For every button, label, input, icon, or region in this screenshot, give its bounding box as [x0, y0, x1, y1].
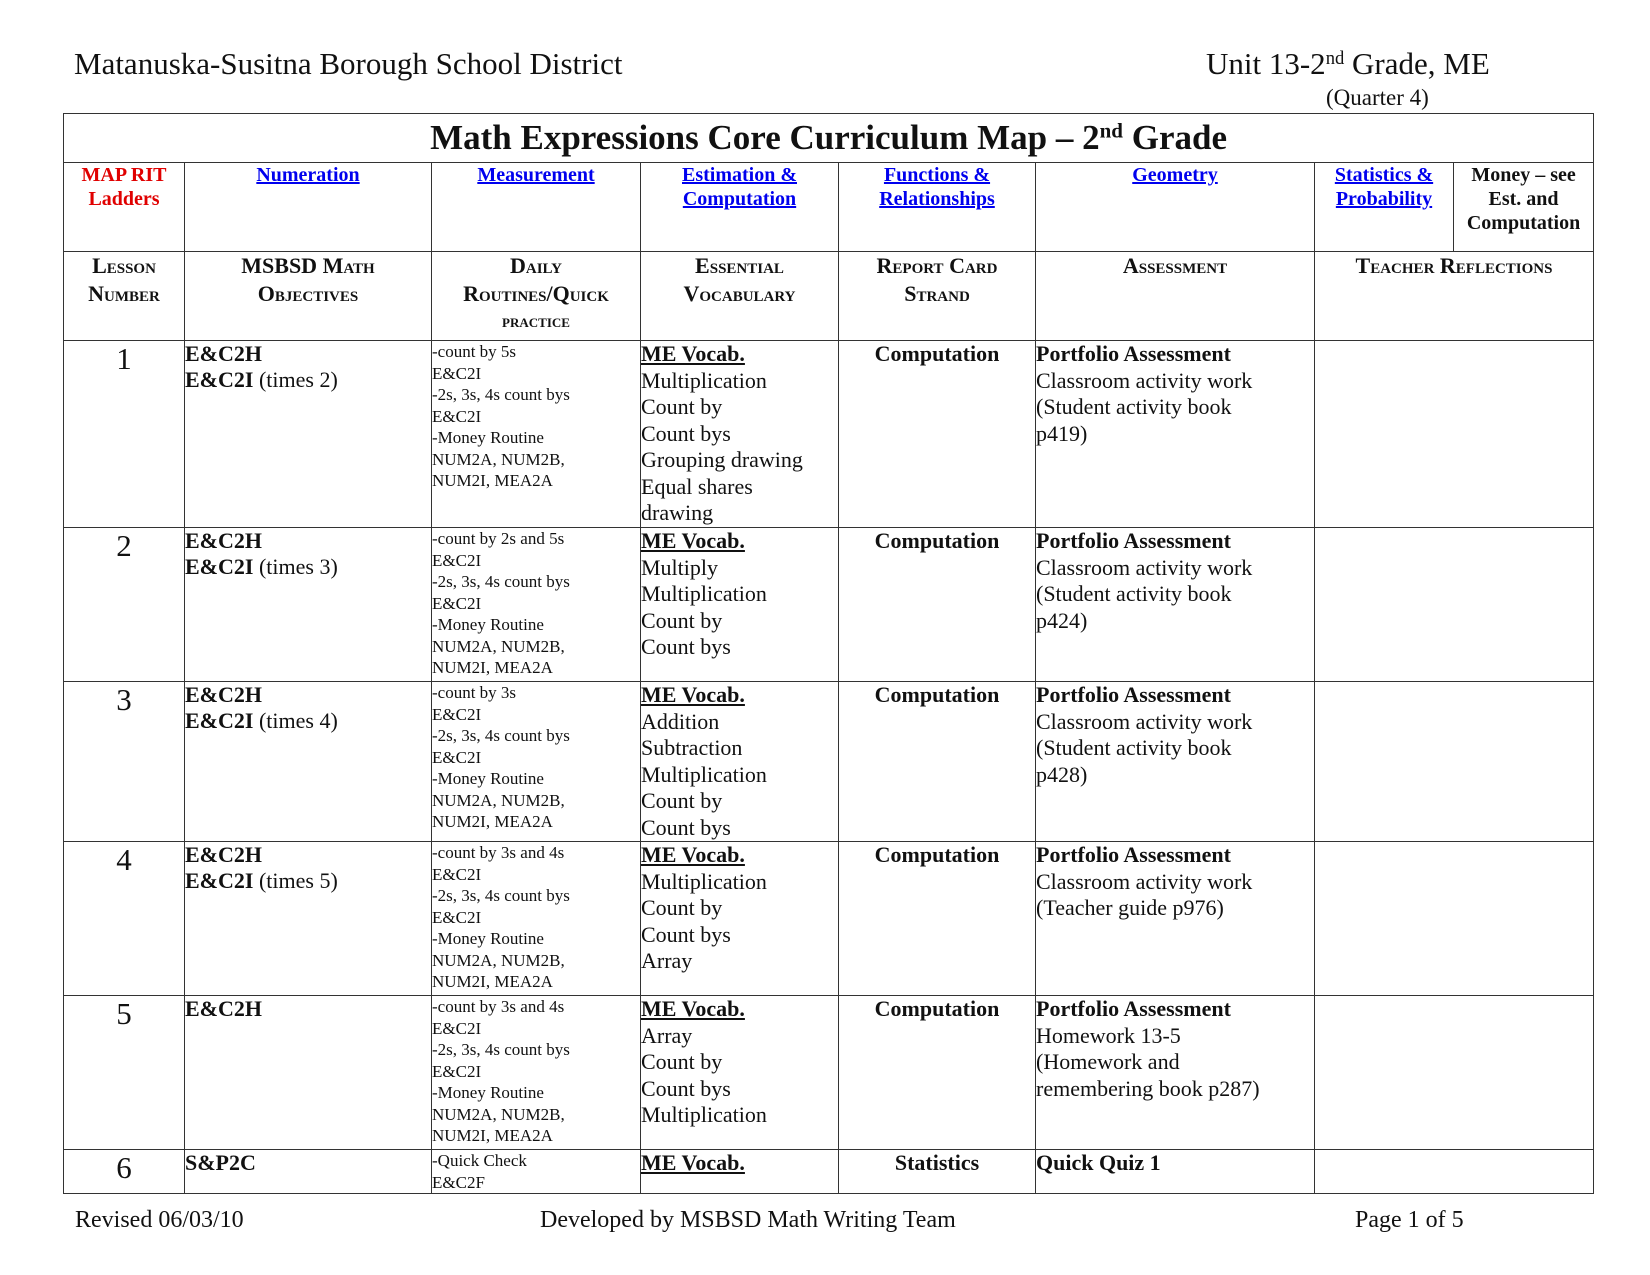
vocabulary-cell [641, 1150, 839, 1194]
objective-code: E&C2H [185, 842, 262, 867]
objective-line [185, 528, 431, 554]
daily-routine-line: NUM2A, NUM2B, [432, 1104, 565, 1124]
vocab-term: Count by [641, 607, 723, 633]
vocab-term: Multiply [641, 554, 719, 580]
objective-line [185, 341, 431, 367]
lesson-number: 4 [64, 842, 185, 996]
report-card-strand: Computation [839, 842, 1036, 996]
strand-links-row: MAP RIT Ladders Numeration Measurement Estimation & Computation Functions & Relationships Geometry Statistics & Probability Money – see Est. and Computation [64, 163, 1594, 252]
daily-routine-line: -Money Routine [432, 1083, 544, 1102]
lesson-row [64, 1150, 1594, 1194]
daily-routine-line: -count by 3s and 4s [432, 997, 565, 1016]
daily-routine-line: E&C2I [432, 363, 482, 383]
assessment-line: remembering book p287) [1036, 1075, 1260, 1101]
daily-routine-line: E&C2I [432, 406, 482, 426]
objective-code: E&C2I [185, 868, 254, 893]
vocab-heading: ME Vocab. [641, 682, 745, 707]
daily-routine-line: NUM2A, NUM2B, [432, 636, 565, 656]
vocab-term: Count by [641, 895, 723, 920]
lesson-row [64, 528, 1594, 682]
objective-code: E&C2I [185, 554, 254, 579]
vocab-heading: ME Vocab. [641, 996, 745, 1021]
daily-routines-cell [432, 1150, 641, 1194]
objective-line [185, 842, 431, 868]
vocab-term: Count bys [641, 1075, 731, 1101]
objective-note: (times 3) [253, 554, 338, 579]
vocab-heading: ME Vocab. [641, 1150, 745, 1175]
assessment-heading: Portfolio Assessment [1036, 842, 1231, 867]
lesson-number: 6 [64, 1150, 185, 1194]
vocab-term: Array [641, 1022, 693, 1048]
column-header-row [64, 252, 1594, 341]
district-name: Matanuska-Susitna Borough School District [74, 46, 623, 81]
lesson-row [64, 842, 1594, 996]
vocab-term: Count by [641, 394, 723, 419]
teacher-reflections-cell [1315, 341, 1594, 528]
daily-routine-line: NUM2I, MEA2A [432, 471, 553, 490]
lesson-row [64, 341, 1594, 528]
daily-routine-line: -Money Routine [432, 615, 544, 634]
header-objectives: MSBSD Math Objectives [185, 252, 432, 341]
assessment-heading: Portfolio Assessment [1036, 341, 1231, 366]
curriculum-map-table [63, 113, 1594, 1194]
lesson-rows [64, 341, 1594, 1194]
objective-note: (times 2) [253, 367, 338, 392]
assessment-line: (Teacher guide p976) [1036, 895, 1224, 920]
objective-line [185, 708, 431, 734]
teacher-reflections-cell [1315, 528, 1594, 682]
vocabulary-cell [641, 842, 839, 996]
vocabulary-cell [641, 996, 839, 1150]
assessment-line: p419) [1036, 420, 1088, 446]
measurement-link[interactable]: Measurement [477, 164, 595, 186]
vocab-term: Count by [641, 788, 723, 813]
daily-routine-line: NUM2I, MEA2A [432, 972, 553, 991]
report-card-strand: Computation [839, 528, 1036, 682]
assessment-heading: Portfolio Assessment [1036, 996, 1231, 1021]
daily-routine-line: E&C2I [432, 1061, 482, 1081]
daily-routine-line: -count by 3s [432, 683, 517, 702]
header-report-card-strand: Report Card Strand [839, 252, 1036, 341]
vocab-heading: ME Vocab. [641, 341, 745, 366]
objective-code: E&C2H [185, 341, 262, 366]
vocab-term: drawing [641, 500, 714, 525]
assessment-cell [1036, 996, 1315, 1150]
objective-line [185, 682, 431, 708]
assessment-line: Homework 13-5 [1036, 1022, 1181, 1048]
objectives-cell [185, 996, 432, 1150]
assessment-line: Classroom activity work [1036, 868, 1253, 894]
estimation-computation-link[interactable]: Estimation & [682, 164, 797, 186]
teacher-reflections-cell [1315, 842, 1594, 996]
vocabulary-cell [641, 341, 839, 528]
assessment-line: Classroom activity work [1036, 367, 1253, 393]
daily-routine-line: -Money Routine [432, 929, 544, 948]
teacher-reflections-cell [1315, 1150, 1594, 1194]
header-vocabulary: Essential Vocabulary [641, 252, 839, 341]
objective-code: E&C2H [185, 682, 262, 707]
vocab-term: Addition [641, 708, 720, 734]
report-card-strand: Computation [839, 341, 1036, 528]
assessment-line: Classroom activity work [1036, 708, 1253, 734]
daily-routine-line: E&C2I [432, 704, 482, 724]
report-card-strand: Computation [839, 682, 1036, 842]
daily-routine-line: E&C2F [432, 1172, 485, 1192]
daily-routine-line: E&C2I [432, 747, 482, 767]
vocab-term: Grouping drawing [641, 447, 803, 472]
header-daily-routines: Daily Routines/Quick practice [432, 252, 641, 341]
functions-relationships-link[interactable]: Functions & [883, 164, 991, 186]
assessment-cell [1036, 1150, 1315, 1194]
daily-routine-line: -2s, 3s, 4s count bys [432, 1040, 570, 1059]
assessment-cell [1036, 842, 1315, 996]
daily-routine-line: NUM2I, MEA2A [432, 658, 553, 677]
geometry-link[interactable]: Geometry [1132, 164, 1218, 186]
assessment-line: (Student activity book [1036, 581, 1232, 606]
vocabulary-cell [641, 528, 839, 682]
daily-routine-line: NUM2A, NUM2B, [432, 449, 565, 469]
report-card-strand: Statistics [839, 1150, 1036, 1194]
assessment-cell [1036, 341, 1315, 528]
lesson-row [64, 996, 1594, 1150]
teacher-reflections-cell [1315, 996, 1594, 1150]
table-title: Math Expressions Core Curriculum Map – 2nd Grade [64, 114, 1594, 163]
objective-line [185, 996, 431, 1022]
lesson-number: 3 [64, 682, 185, 842]
vocab-term: Multiplication [641, 581, 767, 606]
daily-routine-line: -count by 3s and 4s [432, 843, 565, 862]
page-number: Page 1 of 5 [1355, 1207, 1464, 1233]
assessment-line: (Homework and [1036, 1049, 1180, 1074]
daily-routine-line: E&C2I [432, 593, 482, 613]
vocab-heading: ME Vocab. [641, 842, 745, 867]
objectives-cell [185, 682, 432, 842]
assessment-heading: Portfolio Assessment [1036, 682, 1231, 707]
assessment-line: (Student activity book [1036, 394, 1232, 419]
revised-date: Revised 06/03/10 [75, 1207, 244, 1233]
vocab-term: Count bys [641, 921, 731, 947]
daily-routine-line: -2s, 3s, 4s count bys [432, 385, 570, 404]
assessment-line: Classroom activity work [1036, 554, 1253, 580]
daily-routine-line: -Quick Check [432, 1151, 527, 1170]
assessment-heading: Quick Quiz 1 [1036, 1150, 1161, 1175]
objective-line [185, 1150, 431, 1176]
daily-routines-cell [432, 842, 641, 996]
header-teacher-reflections: Teacher Reflections [1315, 252, 1594, 341]
report-card-strand: Computation [839, 996, 1036, 1150]
map-rit-ladders: MAP RIT Ladders [64, 163, 185, 252]
vocabulary-cell [641, 682, 839, 842]
vocab-term: Multiplication [641, 367, 767, 393]
objective-note: (times 5) [253, 868, 338, 893]
assessment-line: p424) [1036, 607, 1088, 633]
daily-routine-line: -count by 5s [432, 342, 517, 361]
objective-line [185, 868, 431, 894]
daily-routines-cell [432, 341, 641, 528]
vocab-term: Array [641, 948, 693, 973]
objective-line [185, 367, 431, 393]
money-note: Money – see Est. and Computation [1454, 163, 1594, 252]
vocab-term: Count bys [641, 814, 731, 840]
objectives-cell [185, 842, 432, 996]
assessment-heading: Portfolio Assessment [1036, 528, 1231, 553]
numeration-link[interactable]: Numeration [256, 164, 360, 186]
lesson-row [64, 682, 1594, 842]
assessment-line: p428) [1036, 761, 1088, 787]
vocab-term: Count bys [641, 420, 731, 446]
developed-by: Developed by MSBSD Math Writing Team [540, 1207, 956, 1233]
daily-routine-line: -Money Routine [432, 428, 544, 447]
daily-routine-line: E&C2I [432, 907, 482, 927]
objectives-cell [185, 341, 432, 528]
vocab-term: Subtraction [641, 735, 743, 760]
daily-routine-line: E&C2I [432, 864, 482, 884]
daily-routine-line: E&C2I [432, 1018, 482, 1038]
daily-routine-line: -2s, 3s, 4s count bys [432, 572, 570, 591]
daily-routine-line: E&C2I [432, 550, 482, 570]
daily-routine-line: -2s, 3s, 4s count bys [432, 886, 570, 905]
statistics-probability-link[interactable]: Statistics & [1334, 164, 1434, 186]
assessment-line: (Student activity book [1036, 735, 1232, 760]
assessment-cell [1036, 528, 1315, 682]
daily-routine-line: -Money Routine [432, 769, 544, 788]
lesson-number: 5 [64, 996, 185, 1150]
daily-routine-line: NUM2A, NUM2B, [432, 790, 565, 810]
lesson-number: 1 [64, 341, 185, 528]
daily-routine-line: -2s, 3s, 4s count bys [432, 726, 570, 745]
daily-routine-line: NUM2I, MEA2A [432, 812, 553, 831]
objective-note: (times 4) [253, 708, 338, 733]
vocab-heading: ME Vocab. [641, 528, 745, 553]
vocab-term: Count bys [641, 634, 731, 659]
teacher-reflections-cell [1315, 682, 1594, 842]
objective-line [185, 554, 431, 580]
vocab-term: Multiplication [641, 1102, 767, 1127]
objective-code: E&C2I [185, 708, 254, 733]
assessment-cell [1036, 682, 1315, 842]
vocab-term: Multiplication [641, 868, 767, 894]
objective-code: S&P2C [185, 1150, 256, 1175]
objective-code: E&C2H [185, 528, 262, 553]
header-lesson-number: Lesson Number [64, 252, 185, 341]
daily-routines-cell [432, 996, 641, 1150]
objective-code: E&C2I [185, 367, 254, 392]
daily-routines-cell [432, 528, 641, 682]
objectives-cell [185, 528, 432, 682]
daily-routine-line: NUM2A, NUM2B, [432, 950, 565, 970]
daily-routine-line: -count by 2s and 5s [432, 529, 565, 548]
objective-code: E&C2H [185, 996, 262, 1021]
unit-title: Unit 13-2nd Grade, ME [1206, 46, 1490, 81]
objectives-cell [185, 1150, 432, 1194]
daily-routines-cell [432, 682, 641, 842]
header-assessment: Assessment [1036, 252, 1315, 341]
vocab-term: Count by [641, 1049, 723, 1074]
daily-routine-line: NUM2I, MEA2A [432, 1126, 553, 1145]
quarter-label: (Quarter 4) [1326, 85, 1429, 110]
vocab-term: Equal shares [641, 473, 753, 499]
lesson-number: 2 [64, 528, 185, 682]
vocab-term: Multiplication [641, 761, 767, 787]
